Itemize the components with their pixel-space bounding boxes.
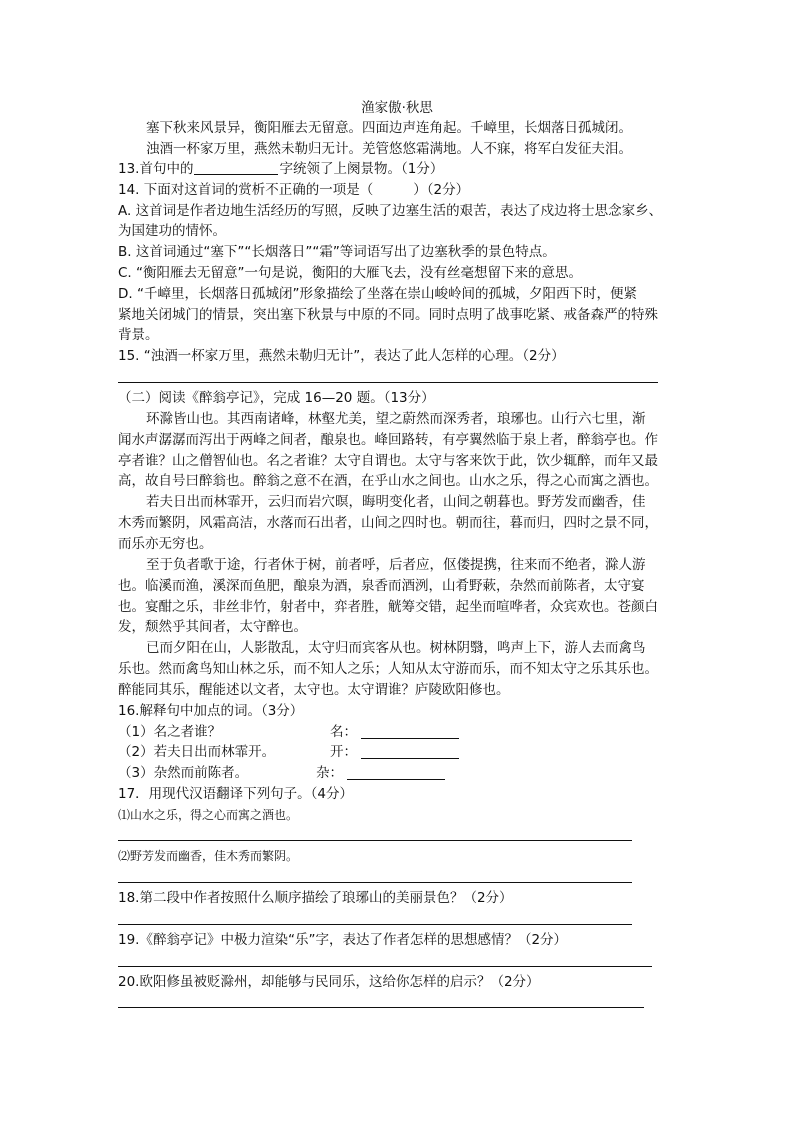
option-d-line-2: 紧地关闭城门的情景，突出塞下秋景与中原的不同。同时点明了战事吃紧、戒备森严的特殊 [118, 307, 658, 323]
option-a-line-1: A. 这首词是作者边地生活经历的写照，反映了边塞生活的艰苦，表达了戍边将士思念家乡、 [118, 203, 663, 219]
answer-line-19[interactable] [118, 966, 652, 967]
question-19: 19.《醉翁亭记》中极力渲染“乐”字，表达了作者怎样的思想感情？（2分） [118, 932, 568, 948]
q16-key-2 [330, 742, 459, 762]
question-14-stem-a: 14. 下面对这首词的赏析不正确的一项是（ [118, 182, 374, 198]
essay-p2-line-3: 而乐亦无穷也。 [118, 536, 213, 552]
answer-line-18[interactable] [118, 924, 632, 925]
answer-line-16-1[interactable] [361, 724, 459, 739]
question-14-stem-b: ）（2分） [413, 182, 470, 198]
answer-line-20[interactable] [118, 1007, 644, 1008]
essay-p3-line-1: 至于负者歌于途，行者休于树，前者呼，后者应，伛偻提携，往来而不绝者，滁人游 [146, 557, 646, 573]
essay-p1-line-4: 高，故自号曰醉翁也。醉翁之意不在酒，在乎山水之间也。山水之乐，得之心而寓之酒也。 [118, 473, 658, 489]
option-c: C. “衡阳雁去无留意”一句是说，衡阳的大雁飞去，没有丝毫想留下来的意思。 [118, 265, 582, 281]
essay-p2-line-2: 木秀而繁阴，风霜高洁，水落而石出者，山间之四时也。朝而往，暮而归，四时之景不同， [118, 515, 658, 531]
q16-key-1 [330, 722, 459, 742]
question-18: 18.第二段中作者按照什么顺序描绘了琅琊山的美丽景色？（2分） [118, 890, 513, 906]
question-13 [118, 159, 443, 179]
q16-item-1: （1）名之者谁？ [118, 724, 222, 740]
question-13-text-before: 13.首句中的 [118, 161, 194, 177]
essay-p3-line-3: 也。宴酣之乐，非丝非竹，射者中，弈者胜，觥筹交错，起坐而喧哗者，众宾欢也。苍颜白 [118, 599, 658, 615]
essay-p1-line-2: 闻水声潺潺而泻出于两峰之间者，酿泉也。峰回路转，有亭翼然临于泉上者，醉翁亭也。作 [118, 432, 658, 448]
poem-title: 渔家傲·秋思 [361, 100, 433, 116]
q16-key-3-label: 杂： [316, 765, 343, 781]
option-b: B. 这首词通过“塞下”“长烟落日”“霜”等词语写出了边塞秋季的景色特点。 [118, 244, 556, 260]
essay-p4-line-2: 乐也。然而禽鸟知山林之乐，而不知人之乐；人知从太守游而乐，而不知太守之乐其乐也。 [118, 661, 658, 677]
question-15: 15. “浊酒一杯家万里，燕然未勒归无计”，表达了此人怎样的心理。（2分） [118, 348, 565, 364]
essay-p4-line-3: 醉能同其乐，醒能述以文者，太守也。太守谓谁？庐陵欧阳修也。 [118, 682, 510, 698]
q17-sentence-1: ⑴山水之乐，得之心而寓之酒也。 [118, 808, 299, 822]
q16-key-3 [316, 763, 445, 783]
question-13-text-after: 字统领了上阕景物。（1分） [279, 161, 444, 177]
essay-p1-line-3: 亭者谁？山之僧智仙也。名之者谁？太守自谓也。太守与客来饮于此，饮少辄醉，而年又最 [118, 453, 658, 469]
option-d-line-1: D. “千嶂里，长烟落日孤城闭”形象描绘了坐落在崇山峻岭间的孤城，夕阳西下时，便紧 [118, 286, 637, 302]
q17-sentence-2: ⑵野芳发而幽香，佳木秀而繁阴。 [118, 849, 299, 863]
option-d-line-3: 背景。 [118, 327, 159, 343]
answer-line-16-2[interactable] [361, 744, 459, 759]
q16-key-2-label: 开： [330, 744, 357, 760]
q16-key-1-label: 名： [330, 724, 357, 740]
option-a-line-2: 为国建功的情怀。 [118, 223, 226, 239]
question-17-stem: 17．用现代汉语翻译下列句子。（4分） [118, 786, 354, 802]
essay-p3-line-2: 也。临溪而渔，溪深而鱼肥，酿泉为酒，泉香而酒洌，山肴野蔌，杂然而前陈者，太守宴 [118, 578, 645, 594]
question-16-stem: 16.解释句中加点的词。（3分） [118, 703, 304, 719]
question-20: 20.欧阳修虽被贬滁州，却能够与民同乐，这给你怎样的启示？（2分） [118, 974, 540, 990]
essay-p2-line-1: 若夫日出而林霏开，云归而岩穴暝，晦明变化者，山间之朝暮也。野芳发而幽香，佳 [146, 494, 646, 510]
q16-item-2: （2）若夫日出而林霏开。 [118, 744, 276, 760]
answer-line-17-2[interactable] [118, 882, 632, 883]
section-2-heading: （二）阅读《醉翁亭记》，完成 16—20 题。（13分） [118, 390, 435, 406]
poem-line-1: 塞下秋来风景异，衡阳雁去无留意。四面边声连角起。千嶂里，长烟落日孤城闭。 [146, 120, 632, 136]
answer-line-15[interactable] [118, 382, 658, 383]
answer-line-17-1[interactable] [118, 840, 632, 841]
essay-p4-line-1: 已而夕阳在山，人影散乱，太守归而宾客从也。树林阴翳，鸣声上下，游人去而禽鸟 [146, 640, 646, 656]
essay-p3-line-4: 发，颓然乎其间者，太守醉也。 [118, 619, 307, 635]
poem-line-2: 浊酒一杯家万里，燕然未勒归无计。羌管悠悠霜满地。人不寐，将军白发征夫泪。 [146, 141, 632, 157]
answer-line-16-3[interactable] [347, 765, 445, 780]
question-14-stem [118, 180, 469, 200]
essay-p1-line-1: 环滁皆山也。其西南诸峰，林壑尤美，望之蔚然而深秀者，琅琊也。山行六七里，渐 [146, 411, 646, 427]
q16-item-3: （3）杂然而前陈者。 [118, 765, 249, 781]
answer-blank-13[interactable] [194, 160, 278, 175]
